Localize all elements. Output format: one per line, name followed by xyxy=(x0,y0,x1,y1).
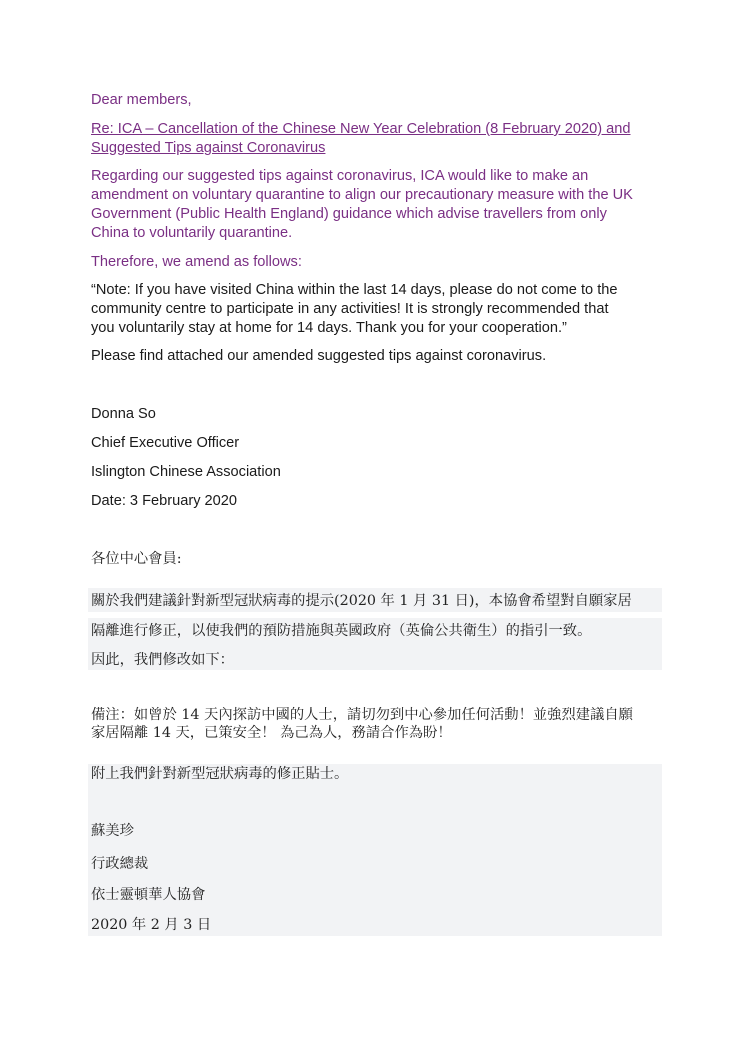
para2-zh: 因此，我們修改如下： xyxy=(91,652,234,668)
organization-en: Islington Chinese Association xyxy=(91,464,281,480)
organization-zh: 依士靈頓華人協會 xyxy=(91,887,206,903)
signer-name-en: Donna So xyxy=(91,406,156,422)
para1-line-2-zh: 隔離進行修正，以使我們的預防措施與英國政府（英倫公共衛生）的指引一致。 xyxy=(91,623,592,639)
signer-title-en: Chief Executive Officer xyxy=(91,435,240,451)
subject-line-2: Suggested Tips against Coronavirus xyxy=(91,140,326,156)
para1-line-1-zh: 關於我們建議針對新型冠狀病毒的提示(2020 年 1 月 31 日)，本協會希望對自願家居 xyxy=(91,593,632,609)
note-line-2-zh: 家居隔離 14 天，已策安全！ 為己為人，務請合作為盼！ xyxy=(91,725,452,741)
note-line-2: community centre to participate in any activities! It is strongly recommended that xyxy=(91,301,609,317)
note-line-1: “Note: If you have visited China within the last 14 days, please do not come to the xyxy=(91,282,618,298)
note-line-3: you voluntarily stay at home for 14 days. Thank you for your cooperation.” xyxy=(91,320,567,336)
para1-line-3: Government (Public Health England) guidance which advise travellers from only xyxy=(91,206,607,222)
para1-line-1: Regarding our suggested tips against coronavirus, ICA would like to make an xyxy=(91,168,589,184)
para2-en: Therefore, we amend as follows: xyxy=(91,254,302,270)
attached-zh: 附上我們針對新型冠狀病毒的修正貼士。 xyxy=(91,766,349,782)
date-zh: 2020 年 2 月 3 日 xyxy=(91,917,212,933)
para1-line-2: amendment on voluntary quarantine to align our precautionary measure with the UK xyxy=(91,187,633,203)
note-line-1-zh: 備注：如曾於 14 天內探訪中國的人士，請切勿到中心參加任何活動！並強烈建議自願 xyxy=(91,707,633,723)
shade-block-3 xyxy=(88,764,662,936)
para1-line-4: China to voluntarily quarantine. xyxy=(91,225,293,241)
subject-line-1: Re: ICA – Cancellation of the Chinese New Year Celebration (8 February 2020) and xyxy=(91,121,631,137)
greeting-en: Dear members, xyxy=(91,92,192,108)
signer-name-zh: 蘇美珍 xyxy=(91,823,134,839)
attached-en: Please find attached our amended suggested tips against coronavirus. xyxy=(91,348,547,364)
signer-title-zh: 行政總裁 xyxy=(91,856,149,872)
date-en: Date: 3 February 2020 xyxy=(91,493,238,509)
greeting-zh: 各位中心會員: xyxy=(91,551,182,567)
